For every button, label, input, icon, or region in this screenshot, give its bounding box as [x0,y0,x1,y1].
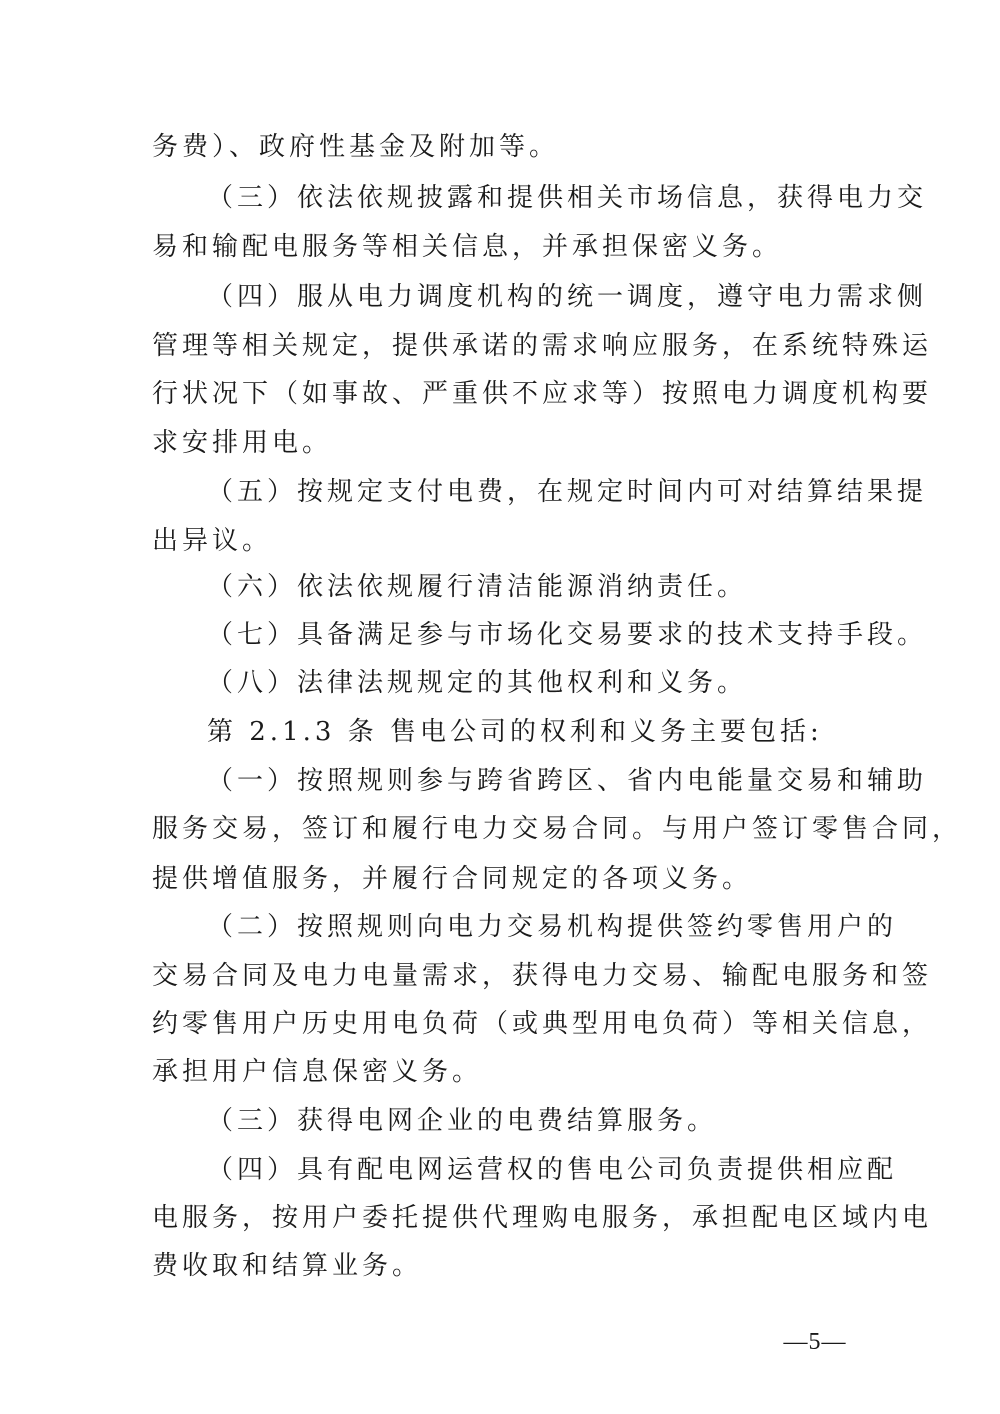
text-line: 约零售用户历史用电负荷（或典型用电负荷）等相关信息， [152,1009,933,1039]
text-line: （四）服从电力调度机构的统一调度，遵守电力需求侧 [207,282,928,312]
text-line: 务费）、政府性基金及附加等。 [152,132,560,162]
text-line: 提供增值服务，并履行合同规定的各项义务。 [152,864,753,894]
text-line: （三）获得电网企业的电费结算服务。 [207,1106,718,1136]
text-line: 管理等相关规定，提供承诺的需求响应服务，在系统特殊运 [152,331,933,361]
text-line: （二）按照规则向电力交易机构提供签约零售用户的 [207,912,898,942]
page-number: —5— [783,1329,847,1355]
text-line: （七）具备满足参与市场化交易要求的技术支持手段。 [207,620,928,650]
text-line: 易和输配电服务等相关信息，并承担保密义务。 [152,232,783,262]
text-line: （三）依法依规披露和提供相关市场信息，获得电力交 [207,183,928,213]
text-line: （八）法律法规规定的其他权利和义务。 [207,668,748,698]
text-line: （六）依法依规履行清洁能源消纳责任。 [207,572,748,602]
text-line: 费收取和结算业务。 [152,1251,423,1281]
text-line: （一）按照规则参与跨省跨区、省内电能量交易和辅助 [207,766,928,796]
text-line: 求安排用电。 [152,428,333,458]
text-line: 行状况下（如事故、严重供不应求等）按照电力调度机构要 [152,379,933,409]
text-line: 承担用户信息保密义务。 [152,1057,483,1087]
text-line: 电服务，按用户委托提供代理购电服务，承担配电区域内电 [152,1203,933,1233]
section-heading: 第 2.1.3 条 售电公司的权利和义务主要包括: [207,717,823,747]
text-line: （四）具有配电网运营权的售电公司负责提供相应配 [207,1155,898,1185]
text-line: 出异议。 [152,526,273,556]
text-line: 交易合同及电力电量需求，获得电力交易、输配电服务和签 [152,961,933,991]
text-line: 服务交易，签订和履行电力交易合同。与用户签订零售合同， [152,814,963,844]
text-line: （五）按规定支付电费，在规定时间内可对结算结果提 [207,477,928,507]
